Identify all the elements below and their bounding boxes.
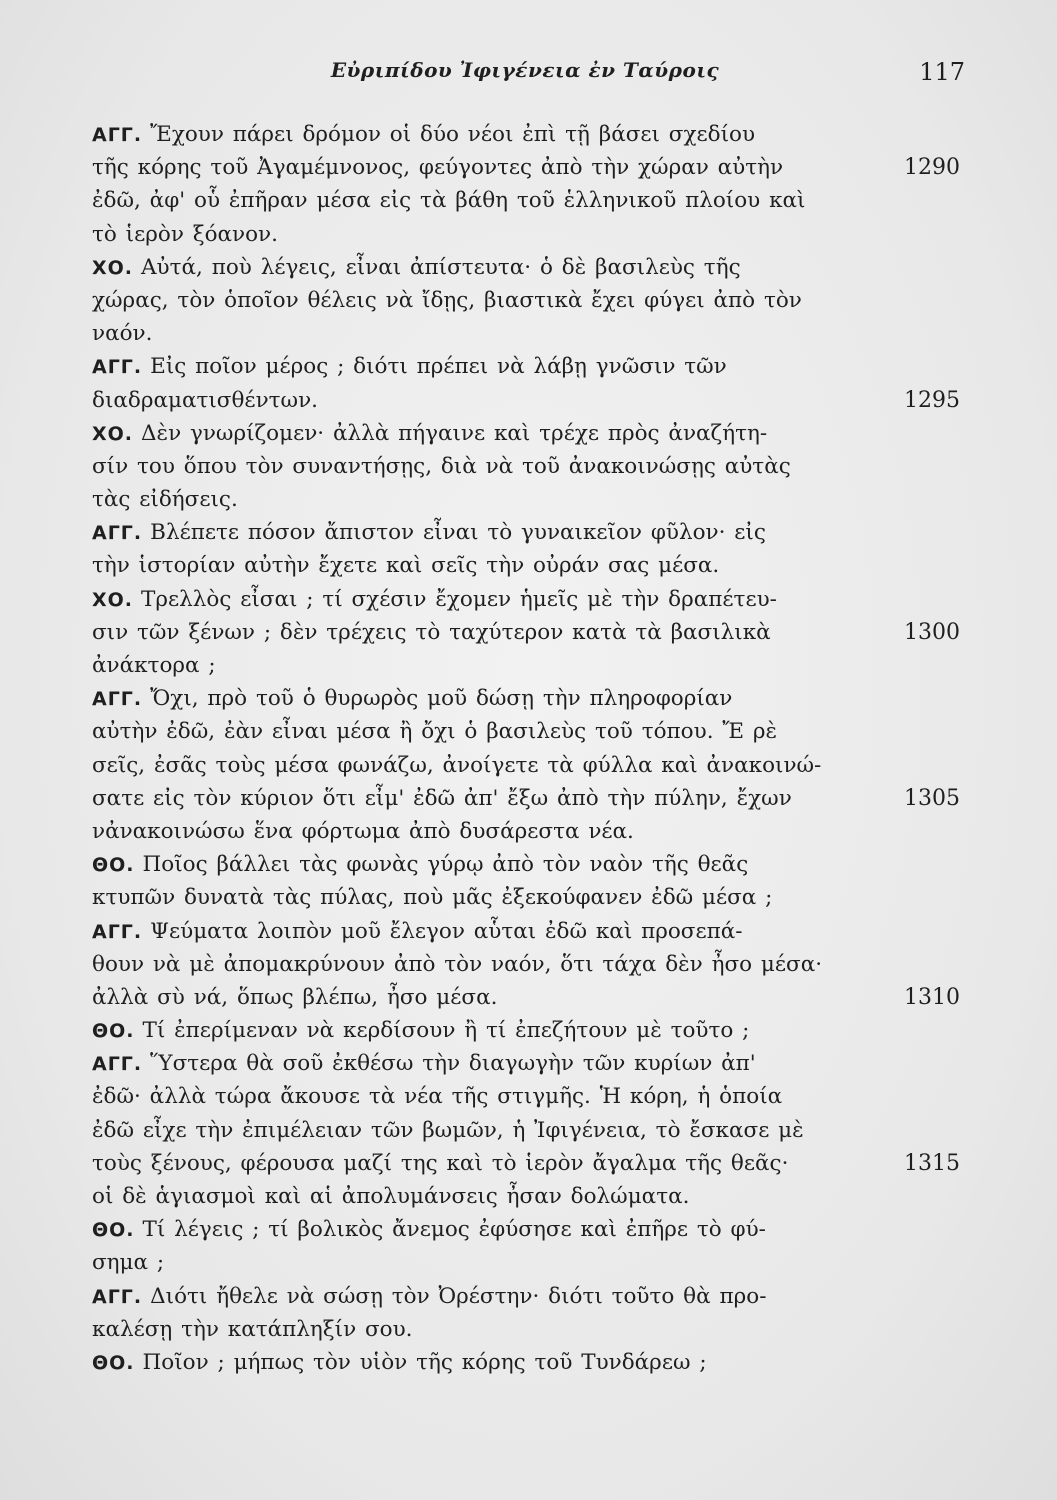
line-text: σίν του ὅπου τὸν συναντήσῃς, διὰ νὰ τοῦ ἀνακοινώσῃς αὐτὰς: [92, 453, 791, 479]
dialogue-text: [92, 118, 960, 1379]
running-title: Εὐριπίδου Ἰφιγένεια ἐν Ταύροις: [330, 58, 720, 82]
text-line: [92, 317, 892, 350]
text-line: [92, 483, 892, 516]
text-line: [92, 682, 892, 715]
verse-line-number: 1295: [904, 387, 960, 413]
speaker-label: ΑΓΓ.: [92, 1053, 143, 1076]
text-line: [92, 151, 960, 184]
text-line: [92, 915, 892, 948]
line-text: Εἰς ποῖον μέρος ; διότι πρέπει νὰ λάβῃ γνῶσιν τῶν: [150, 354, 727, 380]
text-line: [92, 782, 960, 815]
speech-block: [92, 1014, 892, 1047]
line-text: χώρας, τὸν ὁποῖον θέλεις νὰ ἴδῃς, βιαστικὰ ἔχει φύγει ἀπὸ τὸν: [92, 287, 802, 313]
text-line: [92, 450, 892, 483]
line-text: σεῖς, ἐσᾶς τοὺς μέσα φωνάζω, ἀνοίγετε τὰ φύλλα καὶ ἀνακοινώ-: [92, 752, 822, 778]
text-line: [92, 1346, 892, 1379]
text-line: [92, 1280, 892, 1313]
line-text: ναόν.: [92, 321, 153, 347]
speech-block: [92, 1346, 892, 1379]
speaker-label: ΘΟ.: [92, 854, 135, 877]
text-line: [92, 384, 960, 417]
line-text: διαδραματισθέντων.: [92, 387, 318, 413]
text-line: [92, 350, 892, 383]
speaker-label: ΘΟ.: [92, 1219, 135, 1242]
text-line: [92, 1014, 892, 1047]
speech-block: [92, 251, 892, 351]
speaker-label: ΑΓΓ.: [92, 688, 143, 711]
verse-line-number: 1300: [904, 619, 960, 645]
speech-block: [92, 1213, 892, 1279]
text-line: [92, 815, 892, 848]
speaker-label: ΘΟ.: [92, 1351, 135, 1374]
text-line: [92, 1047, 892, 1080]
page-header: [0, 58, 1057, 98]
speech-block: [92, 583, 960, 683]
line-text: ἐδῶ· ἀλλὰ τώρα ἄκουσε τὰ νέα τῆς στιγμῆς. Ἡ κόρη, ἡ ὁποία: [92, 1084, 783, 1110]
speaker-label: ΑΓΓ.: [92, 522, 143, 545]
line-text: ἐδῶ εἶχε τὴν ἐπιμέλειαν τῶν βωμῶν, ἡ Ἰφιγένεια, τὸ ἔσκασε μὲ: [92, 1117, 804, 1143]
text-line: [92, 583, 892, 616]
line-text: Βλέπετε πόσον ἄπιστον εἶναι τὸ γυναικεῖον φῦλον· εἰς: [150, 520, 766, 546]
speech-block: [92, 417, 892, 517]
text-line: [92, 715, 892, 748]
speaker-label: ΧΟ.: [92, 256, 134, 279]
text-line: [92, 1246, 892, 1279]
line-text: Ἔχουν πάρει δρόμον οἱ δύο νέοι ἐπὶ τῇ βάσει σχεδίου: [150, 122, 756, 147]
speech-block: [92, 350, 960, 416]
text-line: [92, 616, 960, 649]
speech-block: [92, 1280, 892, 1346]
line-text: σιν τῶν ξένων ; δὲν τρέχεις τὸ ταχύτερον κατὰ τὰ βασιλικὰ: [92, 619, 771, 645]
text-line: [92, 184, 892, 217]
verse-line-number: 1310: [904, 984, 960, 1010]
speech-block: [92, 1047, 960, 1213]
speaker-label: ΑΓΓ.: [92, 920, 143, 943]
line-text: τὴν ἱστορίαν αὐτὴν ἔχετε καὶ σεῖς τὴν οὐράν σας μέσα.: [92, 553, 720, 579]
speaker-label: ΧΟ.: [92, 588, 134, 611]
speaker-label: ΘΟ.: [92, 1020, 135, 1043]
line-text: Τί λέγεις ; τί βολικὸς ἄνεμος ἐφύσησε καὶ ἐπῆρε τὸ φύ-: [142, 1217, 766, 1243]
line-text: Ὄχι, πρὸ τοῦ ὁ θυρωρὸς μοῦ δώσῃ τὴν πληροφορίαν: [150, 686, 733, 712]
line-text: θουν νὰ μὲ ἀπομακρύνουν ἀπὸ τὸν ναόν, ὅτι τάχα δὲν ἦσο μέσα·: [92, 951, 823, 977]
text-line: [92, 1313, 892, 1346]
text-line: [92, 981, 960, 1014]
line-text: Τί ἐπερίμεναν νὰ κερδίσουν ἢ τί ἐπεζήτουν μὲ τοῦτο ;: [142, 1018, 750, 1044]
line-text: σημα ;: [92, 1250, 165, 1276]
line-text: Διότι ἤθελε νὰ σώσῃ τὸν Ὀρέστην· διότι τοῦτο θὰ προ-: [150, 1283, 767, 1309]
page-number: 117: [919, 58, 965, 86]
line-text: Ψεύματα λοιπὸν μοῦ ἔλεγον αὗται ἐδῶ καὶ προσεπά-: [150, 918, 743, 944]
line-text: τῆς κόρης τοῦ Ἀγαμέμνονος, φεύγοντες ἀπὸ τὴν χώραν αὐτὴν: [92, 155, 784, 181]
line-text: ἀλλὰ σὺ νά, ὅπως βλέπω, ἦσο μέσα.: [92, 984, 498, 1010]
line-text: νἀνακοινώσω ἕνα φόρτωμα ἀπὸ δυσάρεστα νέα.: [92, 818, 634, 844]
speech-block: [92, 118, 960, 251]
verse-line-number: 1290: [904, 155, 960, 181]
text-line: [92, 284, 892, 317]
verse-line-number: 1305: [904, 785, 960, 811]
line-text: τοὺς ξένους, φέρουσα μαζί της καὶ τὸ ἱερὸν ἄγαλμα τῆς θεᾶς·: [92, 1150, 789, 1176]
line-text: τὸ ἱερὸν ξόανον.: [92, 221, 278, 247]
text-line: [92, 1114, 892, 1147]
line-text: Ὕστερα θὰ σοῦ ἐκθέσω τὴν διαγωγὴν τῶν κυρίων ἀπ': [150, 1051, 756, 1077]
line-text: κτυπῶν δυνατὰ τὰς πύλας, ποὺ μᾶς ἐξεκούφανεν ἐδῶ μέσα ;: [92, 885, 773, 911]
line-text: σατε εἰς τὸν κύριον ὅτι εἶμ' ἐδῶ ἀπ' ἔξω ἀπὸ τὴν πύλην, ἔχων: [92, 785, 792, 811]
text-line: [92, 516, 892, 549]
text-line: [92, 881, 892, 914]
speech-block: [92, 516, 892, 582]
text-line: [92, 749, 892, 782]
text-line: [92, 1080, 892, 1113]
text-line: [92, 417, 892, 450]
speaker-label: ΧΟ.: [92, 422, 134, 445]
text-line: [92, 1180, 892, 1213]
line-text: οἱ δὲ ἁγιασμοὶ καὶ αἱ ἀπολυμάνσεις ἦσαν δολώματα.: [92, 1184, 690, 1209]
verse-line-number: 1315: [904, 1150, 960, 1176]
speaker-label: ΑΓΓ.: [92, 356, 143, 379]
line-text: ἀνάκτορα ;: [92, 653, 216, 678]
text-line: [92, 948, 892, 981]
line-text: αὐτὴν ἐδῶ, ἐὰν εἶναι μέσα ἢ ὄχι ὁ βασιλεὺς τοῦ τόπου. Ἔ ρὲ: [92, 719, 778, 745]
text-line: [92, 218, 892, 251]
text-line: [92, 848, 892, 881]
speech-block: [92, 682, 960, 848]
text-line: [92, 649, 892, 682]
text-line: [92, 1147, 960, 1180]
text-line: [92, 118, 892, 151]
line-text: Τρελλὸς εἶσαι ; τί σχέσιν ἔχομεν ἡμεῖς μὲ τὴν δραπέτευ-: [141, 586, 777, 612]
text-line: [92, 549, 892, 582]
line-text: Ποῖος βάλλει τὰς φωνὰς γύρῳ ἀπὸ τὸν ναὸν τῆς θεᾶς: [142, 852, 749, 878]
line-text: Αὐτά, ποὺ λέγεις, εἶναι ἀπίστευτα· ὁ δὲ βασιλεὺς τῆς: [141, 254, 741, 280]
text-line: [92, 251, 892, 284]
line-text: Ποῖον ; μήπως τὸν υἱὸν τῆς κόρης τοῦ Τυνδάρεω ;: [142, 1349, 707, 1375]
line-text: Δὲν γνωρίζομεν· ἀλλὰ πήγαινε καὶ τρέχε πρὸς ἀναζήτη-: [141, 420, 768, 446]
text-line: [92, 1213, 892, 1246]
speaker-label: ΑΓΓ.: [92, 1285, 143, 1308]
line-text: τὰς εἰδήσεις.: [92, 487, 238, 513]
line-text: καλέσῃ τὴν κατάπληξίν σου.: [92, 1316, 413, 1342]
speech-block: [92, 848, 892, 914]
speaker-label: ΑΓΓ.: [92, 124, 143, 146]
speech-block: [92, 915, 960, 1015]
line-text: ἐδῶ, ἀφ' οὗ ἐπῆραν μέσα εἰς τὰ βάθη τοῦ ἑλληνικοῦ πλοίου καὶ: [92, 188, 806, 214]
